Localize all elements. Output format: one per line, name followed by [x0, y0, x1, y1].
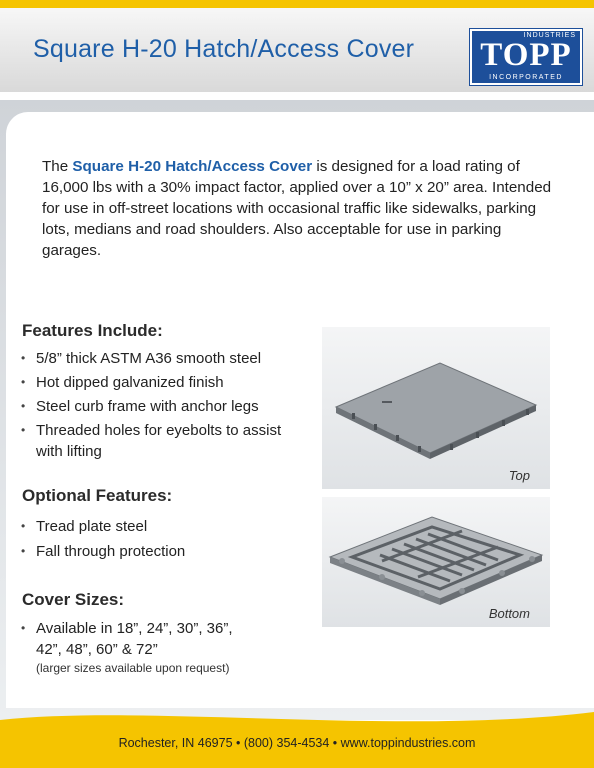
top-image-caption: Top	[508, 468, 530, 483]
logo-top-text: INDUSTRIES	[523, 32, 576, 39]
logo-bottom-text: INCORPORATED	[489, 74, 563, 81]
page-title: Square H-20 Hatch/Access Cover	[33, 35, 415, 63]
intro-pre: The	[42, 158, 73, 175]
bottom-image-caption: Bottom	[488, 606, 530, 621]
footer-contact: Rochester, IN 46975 • (800) 354-4534 • www.toppindustries.com	[118, 736, 476, 750]
page-header	[0, 8, 594, 92]
intro-paragraph	[42, 156, 562, 261]
sizes-note: (larger sizes available upon request)	[36, 661, 230, 675]
list-item: • Fall through protection	[18, 541, 308, 562]
list-item	[18, 618, 258, 676]
top-accent-band	[0, 0, 594, 8]
list-item: • Threaded holes for eyebolts to assist with lifting	[18, 420, 308, 462]
list-item: • Steel curb frame with anchor legs	[18, 396, 308, 417]
cover-bottom-image	[322, 497, 550, 627]
sizes-text: Available in 18”, 24”, 30”, 36”, 42”, 48”, 60” & 72”	[36, 620, 233, 658]
cover-top-image	[322, 327, 550, 489]
logo-main-text: TOPP	[480, 37, 572, 73]
list-item: • Hot dipped galvanized finish	[18, 372, 308, 393]
optional-features-list	[18, 516, 308, 562]
intro-body: is designed for a load rating of 16,000 lbs with a 30% impact factor, applied over a 10” x 20” area. Intended for use in off-street locations with occasional traffic like sidewalks, parking lots, medians and road shoulders. Also acceptable for use in parking garages.	[42, 158, 552, 259]
list-item: • 5/8” thick ASTM A36 smooth steel	[18, 348, 308, 369]
company-logo	[470, 29, 582, 85]
cover-sizes-list	[18, 618, 258, 676]
product-name-highlight: Square H-20 Hatch/Access Cover	[72, 158, 313, 175]
features-heading: Features Include:	[22, 321, 163, 340]
list-item: • Tread plate steel	[18, 516, 308, 537]
cover-top-illustration	[322, 327, 550, 489]
features-list	[18, 348, 308, 462]
optional-features-heading: Optional Features:	[22, 486, 173, 505]
cover-sizes-heading: Cover Sizes:	[22, 590, 125, 609]
